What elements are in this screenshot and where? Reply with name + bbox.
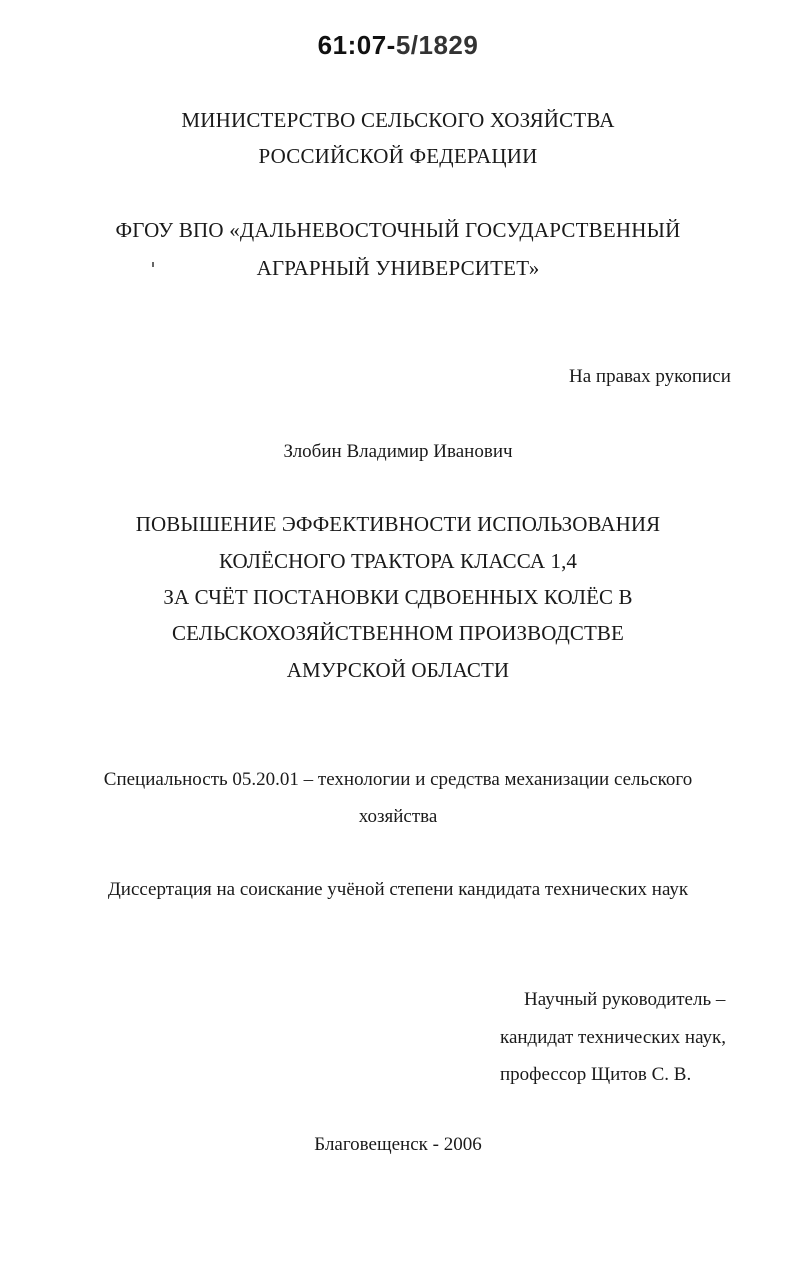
manuscript-note: На правах рукописи [569,366,731,387]
advisor-role: Научный руководитель – [524,989,726,1010]
scan-speck [152,262,154,267]
archive-stamp [0,30,796,61]
thesis-title-line-2: КОЛЁСНОГО ТРАКТОРА КЛАССА 1,4 [218,549,578,573]
specialty-line-1: Специальность 05.20.01 – технологии и средства механизации сельского [103,769,693,790]
thesis-title-line-4: СЕЛЬСКОХОЗЯЙСТВЕННОМ ПРОИЗВОДСТВЕ [172,621,624,645]
dissertation-degree: Диссертация на соискание учёной степени кандидата технических наук [107,879,689,900]
author-name: Злобин Владимир Иванович [283,441,513,462]
ministry-line-2: РОССИЙСКОЙ ФЕДЕРАЦИИ [258,144,538,168]
ministry-line-1: МИНИСТЕРСТВО СЕЛЬСКОГО ХОЗЯЙСТВА [181,108,615,132]
advisor-degree: кандидат технических наук, [500,1027,727,1048]
university-line-2: АГРАРНЫЙ УНИВЕРСИТЕТ» [256,256,540,280]
thesis-title-line-3: ЗА СЧЁТ ПОСТАНОВКИ СДВОЕННЫХ КОЛЁС В [163,585,633,609]
stamp-handwritten-number: 5/1829 [395,30,479,60]
thesis-title-line-5: АМУРСКОЙ ОБЛАСТИ [286,658,510,682]
university-line-1: ФГОУ ВПО «ДАЛЬНЕВОСТОЧНЫЙ ГОСУДАРСТВЕННЫЙ [115,218,681,242]
stamp-code: 61:07- [317,30,396,60]
city-year: Благовещенск - 2006 [314,1134,482,1155]
thesis-title-line-1: ПОВЫШЕНИЕ ЭФФЕКТИВНОСТИ ИСПОЛЬЗОВАНИЯ [135,512,661,536]
specialty-line-2: хозяйства [358,806,438,827]
advisor-name: профессор Щитов С. В. [500,1064,692,1085]
